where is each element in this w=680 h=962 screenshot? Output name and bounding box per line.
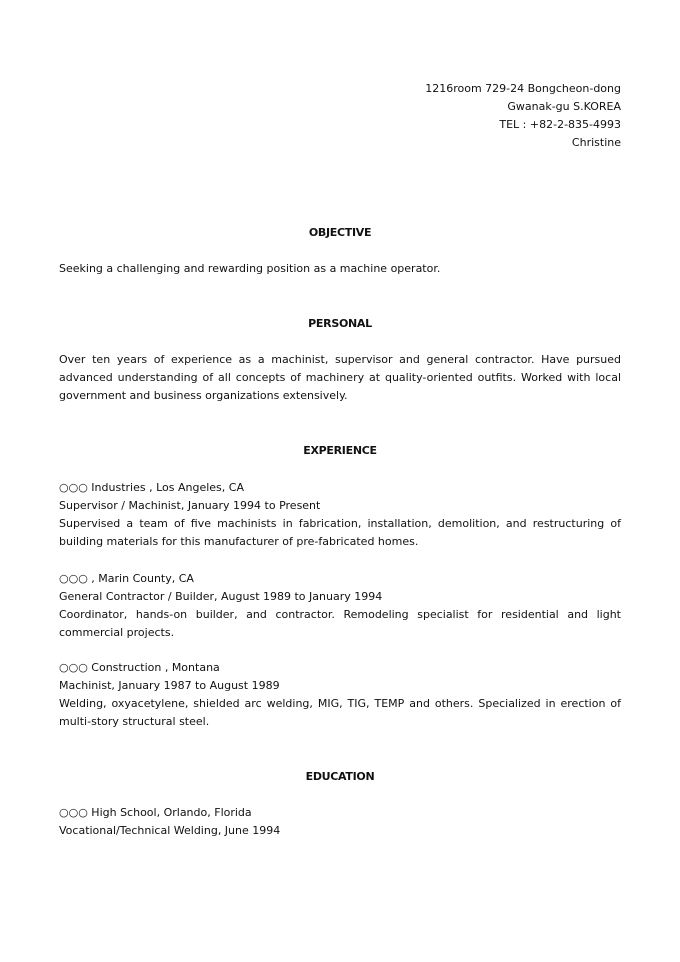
phone-number: TEL : +82-2-835-4993 [499,118,621,131]
job-entry-3 [59,659,621,731]
job-description: Supervised a team of five machinists in fabrication, installation, demolition, and restructuring of building materials for this manufacturer of pre-fabricated homes. [59,517,621,548]
personal-text: Over ten years of experience as a machinist, supervisor and general contractor. Have pursued advanced understanding of all concepts of machinery at quality-oriented outfits. Worked with local government and business organizations extensively. [59,353,621,402]
experience-heading: EXPERIENCE [303,444,377,457]
job-title: General Contractor / Builder, August 1989 to January 1994 [59,590,383,603]
contact-block [425,80,621,152]
education-entry [59,804,621,840]
address-line-1: 1216room 729-24 Bongcheon-dong [425,82,621,95]
job-description: Welding, oxyacetylene, shielded arc welding, MIG, TIG, TEMP and others. Specialized in erection of multi-story structural steel. [59,697,621,728]
education-heading: EDUCATION [305,770,375,783]
job-title: Supervisor / Machinist, January 1994 to Present [59,499,321,512]
job-entry-1 [59,479,621,551]
job-title: Machinist, January 1987 to August 1989 [59,679,280,692]
job-entry-2 [59,570,621,642]
job-company: ○○○ Construction , Montana [59,661,220,674]
applicant-name: Christine [571,136,621,149]
address-line-2: Gwanak-gu S.KOREA [507,100,621,113]
program-name: Vocational/Technical Welding, June 1994 [59,824,281,837]
job-company: ○○○ Industries , Los Angeles, CA [59,481,244,494]
job-description: Coordinator, hands-on builder, and contractor. Remodeling specialist for residential and light commercial projects. [59,608,621,639]
objective-heading: OBJECTIVE [308,226,372,239]
school-name: ○○○ High School, Orlando, Florida [59,806,252,819]
personal-heading: PERSONAL [308,317,372,330]
objective-text: Seeking a challenging and rewarding position as a machine operator. [59,262,441,275]
job-company: ○○○ , Marin County, CA [59,572,194,585]
